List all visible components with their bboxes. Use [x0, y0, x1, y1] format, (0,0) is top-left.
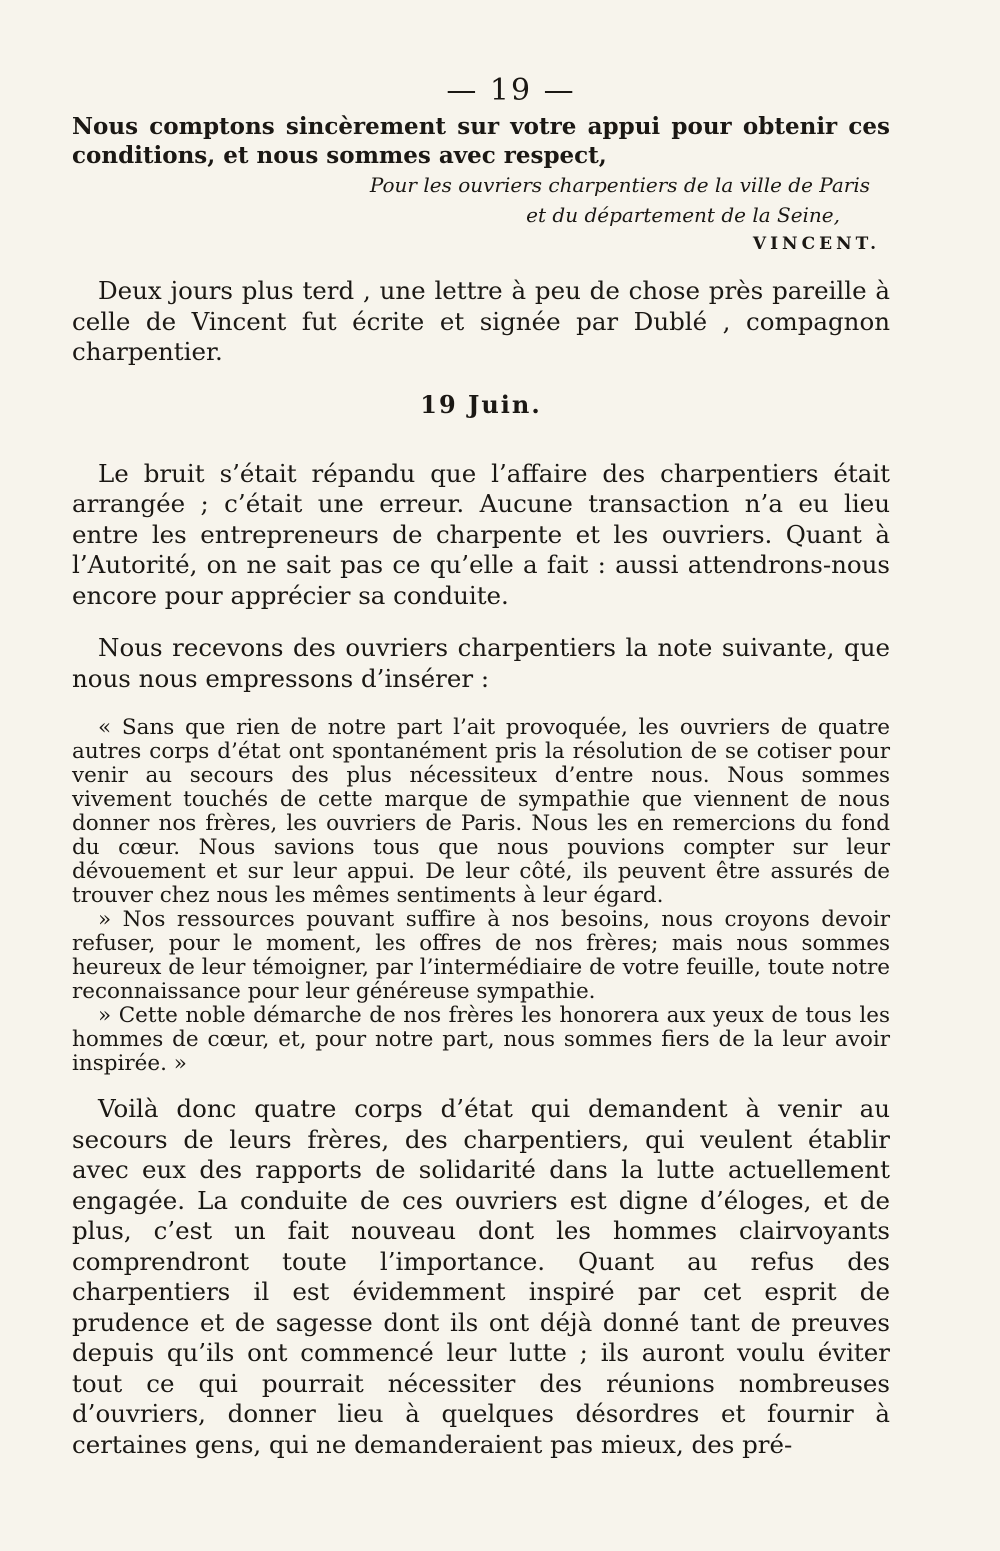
quote-paragraph: » Nos ressources pouvant suffire à nos besoins, nous croyons devoir refuser, pour le moment, les offres de nos frères; mais nous sommes heureux de leur témoigner, par l’intermédiaire de votre feuille, toute notre reconnaissance pour leur généreuse sympathie.: [72, 907, 890, 1004]
letter-closing: Nous comptons sincèrement sur votre appui pour obtenir ces conditions, et nous sommes avec respect,: [72, 113, 890, 169]
signature-line-2: et du département de la Seine,: [526, 203, 840, 227]
quoted-note: [72, 716, 890, 1076]
page-number: — 19 —: [446, 73, 576, 108]
section-date-heading: 19 Juin.: [420, 389, 542, 419]
paragraph-note-intro: Nous recevons des ouvriers charpentiers la note suivante, que nous nous empressons d’insérer :: [72, 633, 890, 693]
section-body: [72, 459, 890, 695]
quote-paragraph: » Cette noble démarche de nos frères les honorera aux yeux de tous les hommes de cœur, et, pour notre part, nous sommes fiers de la leur avoir inspirée. »: [72, 1003, 890, 1076]
paragraph-rumor: Le bruit s’était répandu que l’affaire des charpentiers était arrangée ; c’était une erreur. Aucune transaction n’a eu lieu entre les entrepreneurs de charpente et les ouvriers. Quant à l’Autorité, on ne sait pas ce qu’elle a fait : aussi attendrons-nous encore pour apprécier sa conduite.: [72, 458, 890, 610]
paragraph-duble-letter: Deux jours plus terd , une lettre à peu de chose près pareille à celle de Vincent fut écrite et signée par Dublé , compagnon charpentier.: [72, 276, 890, 366]
quote-paragraph: « Sans que rien de notre part l’ait provoquée, les ouvriers de quatre autres corps d’état ont spontanément pris la résolution de se cotiser pour venir au secours des plus nécessiteux d’entre nous. Nous sommes vivement touchés de cette marque de sympathie que viennent de nous donner nos frères, les ouvriers de Paris. Nous les en remercions du fond du cœur. Nous savions tous que nous pouvions compter sur leur dévouement et sur leur appui. De leur côté, ils peuvent être assurés de trouver chez nous les mêmes sentiments à leur égard.: [72, 715, 890, 908]
letter-signature: [72, 170, 890, 230]
paragraph-commentary: Voilà donc quatre corps d’état qui demandent à venir au secours de leurs frères, des charpentiers, qui veulent établir avec eux des rapports de solidarité dans la lutte actuellement engagée. La conduite de ces ouvriers est digne d’éloges, et de plus, c’est un fait nouveau dont les hommes clairvoyants comprendront toute l’importance. Quant au refus des charpentiers il est évidemment inspiré par cet esprit de prudence et de sagesse dont ils ont déjà donné tant de preuves depuis qu’ils ont commencé leur lutte ; ils auront voulu éviter tout ce qui pourrait nécessiter des réunions nombreuses d’ouvriers, donner lieu à quelques désordres et fournir à certaines gens, qui ne demanderaient pas mieux, des pré-: [72, 1094, 890, 1459]
signature-line-1: Pour les ouvriers charpentiers de la ville de Paris: [369, 173, 870, 197]
signer-name: VINCENT.: [752, 234, 880, 254]
